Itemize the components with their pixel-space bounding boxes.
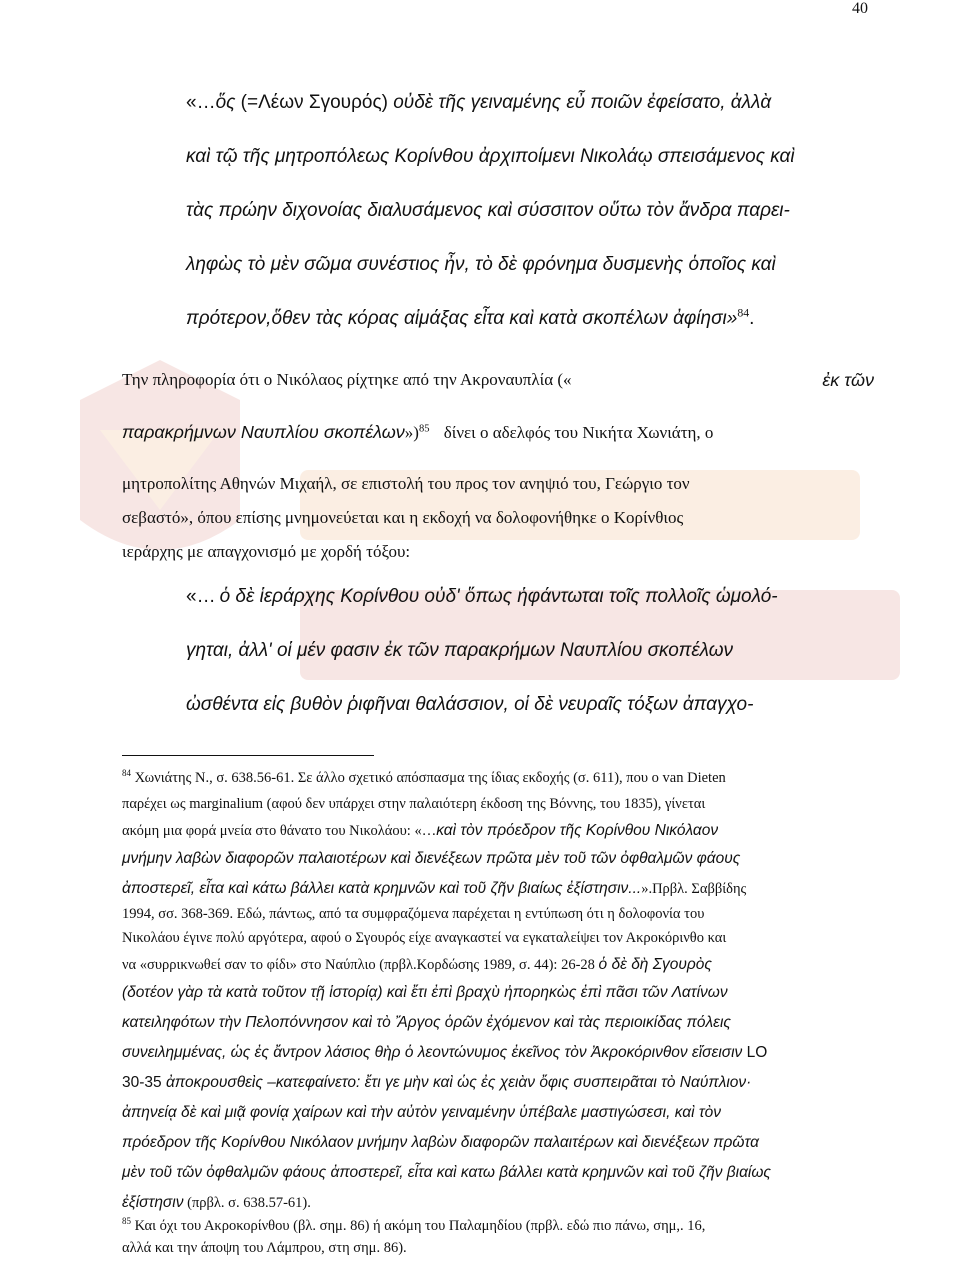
footnote-84-line: Νικολάου έγινε πολύ αργότερα, αφού ο Σγουρός είχε αναγκαστεί να εγκαταλείψει τον Ακροκόρινθο και (122, 930, 727, 946)
body-line: ιεράρχης με απαγχονισμό με χορδή τόξου: (122, 542, 411, 561)
footnote-text: ».Πρβλ. Σαββίδης (641, 881, 747, 897)
footnote-ref-85[interactable]: 85 (418, 423, 430, 435)
footnote-text: 30-35 (122, 1074, 166, 1091)
body-line: μητροπολίτης Αθηνών Μιχαήλ, σε επιστολή του προς τον ανηψιό του, Γεώργιο τον (122, 474, 690, 493)
body-text: Την πληροφορία ότι ο Νικόλαος ρίχτηκε από την Ακροναυπλία (« (122, 370, 572, 389)
footnote-84-line: μνήμην λαβὼν διαφορῶν παλαιοτέρων καὶ διενέξεων πρῶτα μὲν τοῦ τῶν ὀφθαλμῶν φάους (122, 850, 741, 867)
footnote-text: (πρβλ. σ. 638.57-61). (183, 1195, 311, 1211)
footnote-84-line: (δοτέον γὰρ τὰ κατὰ τοῦτον τῇ ἱστορίᾳ) καὶ ἔτι ἐπὶ βραχὺ ἠπορηκὼς ἐπὶ πᾶσι τῶν Λατίνων (122, 984, 728, 1001)
footnote-quote: ἀποστερεῖ, εἶτα καὶ κάτω βάλλει κατὰ κρημνῶν καὶ τοῦ ζῆν βιαίως ἐξίστησιν... (122, 880, 642, 897)
footnote-text: ακόμη μια φορά μνεία στο θάνατο του Νικολάου: «… (122, 823, 437, 839)
body-line: σεβαστό», όπου επίσης μνημονεύεται και η εκδοχή να δολοφονήθηκε ο Κορίνθιος (122, 508, 684, 527)
quote-line (186, 92, 771, 114)
inline-quote: παρακρήμνων Ναυπλίου σκοπέλων (122, 422, 405, 442)
footnote-text: Και όχι του Ακροκορίνθου (βλ. σημ. 86) ή ακόμη του Παλαμηδίου (πρβλ. εδώ πιο πάνω, σημ,. 16, (130, 1218, 706, 1234)
footnote-84-line (122, 770, 726, 787)
footnote-ref-84[interactable]: 84 (737, 306, 750, 320)
footnote-number: 84 (122, 768, 131, 779)
footnote-84-line: μὲν τοῦ τῶν ὀφθαλμῶν φάους ἀποστερεῖ, εἶτα καὶ κατω βάλλει κατὰ κρημνῶν καὶ τοῦ ζῆν βιαίως (122, 1164, 771, 1181)
footnote-text: Χωνιάτης Ν., σ. 638.56-61. Σε άλλο σχετικό απόσπασμα της ίδιας εκδοχής (σ. 611), που ο van Dieten (130, 770, 726, 786)
body-line (122, 422, 713, 443)
punctuation: ») (404, 423, 419, 442)
footnote-84-line (122, 1074, 751, 1092)
footnote-85-line: αλλά και την άποψη του Λάμπρου, στη σημ. 86). (122, 1240, 407, 1256)
body-line (122, 370, 874, 391)
footnote-quote: ὁ δὲ δὴ Σγουρὸς (598, 956, 712, 973)
quote-line: γηται, ἀλλ' οἱ μέν φασιν ἐκ τῶν παρακρήμων Ναυπλίου σκοπέλων (186, 640, 734, 661)
quote-line: ὠσθέντα εἰς βυθὸν ῥιφῆναι θαλάσσιον, οἱ δὲ νευραῖς τόξων ἀπαγχο- (186, 694, 754, 715)
footnote-quote: καὶ τὸν πρόεδρον τῆς Κορίνθου Νικόλαον (436, 822, 719, 839)
quote-open: «… (186, 92, 216, 113)
footnote-text: να «συρρικνωθεί σαν το φίδι» στο Ναύπλιο (πρβλ.Κορδώσης 1989, σ. 44): 26-28 (122, 957, 599, 973)
footnote-84-line: ἀπηνείᾳ δὲ καὶ μιᾷ φονίᾳ χαίρων καὶ τὴν αὐτὸν γειναμένην ὑπέβαλε μαστιγώσεσι, καὶ τὸν (122, 1104, 722, 1121)
footnote-text: LO (742, 1044, 768, 1061)
quote-line (186, 586, 778, 608)
quote-line (186, 308, 754, 330)
quote-text: ὁ δὲ ἱεράρχης Κορίνθου οὐδ' ὅπως ἡφάντωται τοῖς πολλοῖς ὡμολό- (219, 586, 778, 607)
quote-line: καὶ τῷ τῆς μητροπόλεως Κορίνθου ἀρχιποίμενι Νικολάῳ σπεισάμενος καὶ (186, 146, 795, 167)
footnote-quote: ἀποκρουσθεὶς –κατεφαίνετο: ἔτι γε μὴν καὶ ὡς ἐς χειὰν ὄφις συσπειρᾶται τὸ Ναύπλιον· (165, 1074, 752, 1091)
quote-open: «… (186, 586, 216, 607)
footnote-84-line (122, 822, 718, 840)
footnote-84-line (122, 956, 712, 974)
footnote-85-line (122, 1218, 705, 1235)
quote-line: τὰς πρώην διχονοίας διαλυσάμενος καὶ σύσσιτον οὕτω τὸν ἄνδρα παρει- (186, 200, 790, 221)
footnote-quote: ἐξίστησιν (122, 1194, 184, 1211)
footnote-number: 85 (122, 1216, 131, 1227)
quote-text: πρότερον,ὅθεν τὰς κόρας αἱμάξας εἶτα καὶ κατὰ σκοπέλων ἀφίησι» (186, 308, 738, 329)
footnote-84-line: παρέχει ως marginalium (αφού δεν υπάρχει στην παλαιότερη έκδοση της Βόννης, του 1835), γίνεται (122, 796, 706, 812)
page-number: 40 (852, 0, 868, 17)
inline-quote: ἐκ τῶν (822, 370, 874, 390)
body-text: δίνει ο αδελφός του Νικήτα Χωνιάτη, ο (439, 423, 714, 442)
punctuation: . (749, 308, 755, 329)
quote-line: ληφὼς τὸ μὲν σῶμα συνέστιος ἦν, τὸ δὲ φρόνημα δυσμενὴς ὁποῖος καὶ (186, 254, 776, 275)
footnote-quote: συνειλημμένας, ὡς ἐς ἄντρον λάσιος θὴρ ὁ λεοντώνυμος ἐκεῖνος τὸν Ἀκροκόρινθον εἴσεισιν (122, 1044, 743, 1061)
quote-text: ὅς (215, 92, 236, 113)
footnote-84-line (122, 880, 746, 898)
footnote-84-line (122, 1194, 311, 1212)
quote-insert: (=Λέων Σγουρός) (235, 92, 394, 113)
footnote-84-line: πρόεδρον τῆς Κορίνθου Νικόλαον μνήμην λαβὼν διαφορῶν παλαιτέρων καὶ διενέξεων πρῶτα (122, 1134, 759, 1151)
footnote-84-line (122, 1044, 767, 1062)
quote-text: οὐδὲ τῆς γειναμένης εὖ ποιῶν ἐφείσατο, ἀλλὰ (393, 92, 772, 113)
footnote-84-line: κατειληφότων τὴν Πελοπόννησον καὶ τὸ Ἄργος ὁρῶν ἐχόμενον καὶ τὰς περιοικίδας πόλεις (122, 1014, 731, 1031)
footnote-separator (122, 755, 374, 756)
footnote-84-line: 1994, σσ. 368-369. Εδώ, πάντως, από τα συμφραζόμενα παρέχεται η εντύπωση ότι η δολοφονία του (122, 906, 705, 922)
